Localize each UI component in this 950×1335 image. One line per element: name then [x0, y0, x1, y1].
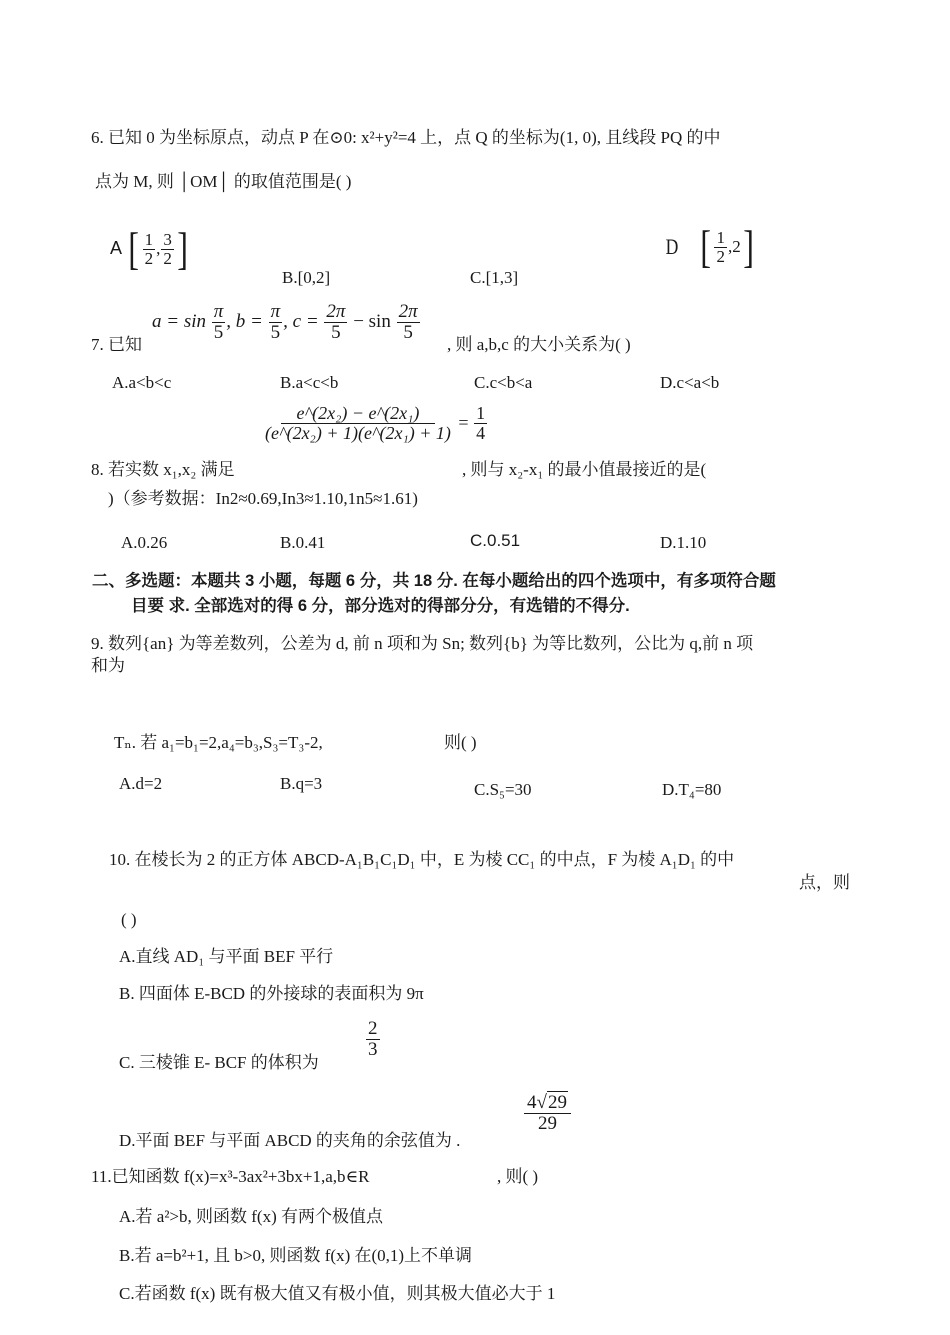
q11-line1: 11.已知函数 f(x)=x³-3ax²+3bx+1,a,b∈R	[91, 1167, 370, 1186]
q10-option-b: B. 四面体 E-BCD 的外接球的表面积为 9π	[119, 984, 424, 1003]
q7-option-a: A.a<b<c	[112, 373, 172, 392]
q6-option-d-label: D	[665, 233, 679, 259]
q8-option-a: A.0.26	[121, 533, 168, 552]
q10-option-c: C. 三棱锥 E- BCF 的体积为	[119, 1053, 319, 1072]
section-2-heading: 二、多选题：本题共 3 小题，每题 6 分，共 18 分. 在每小题给出的四个选项中，有多项符合题	[92, 572, 776, 590]
q11-line1-end: , 则( )	[497, 1167, 539, 1186]
q6-line2: 点为 M, 则 │OM│ 的取值范围是( )	[95, 172, 352, 191]
q8-option-d: D.1.10	[660, 533, 707, 552]
q9-option-c: C.S₅=30	[474, 780, 532, 799]
q7-formula: a = sin $\frac{\pi}{5}$ , b = $\frac{\pi}{5}$ , c = $\frac{2\pi}{5}$ − sin $\frac{2\pi}{5}$	[152, 301, 418, 343]
q8-suffix: , 则与 x₂-x₁ 的最小值最接近的是(	[462, 460, 707, 479]
q6-option-c: C.[1,3]	[470, 268, 519, 287]
q10-line1: 10. 在棱长为 2 的正方体 ABCD-A₁B₁C₁D₁ 中，E 为棱 CC₁ 的中点，F 为棱 A₁D₁ 的中	[109, 850, 735, 869]
q7-option-d: D.c<a<b	[660, 373, 720, 392]
q10-option-d: D.平面 BEF 与平面 ABCD 的夹角的余弦值为 .	[119, 1131, 461, 1150]
q10-option-a: A.直线 AD₁ 与平面 BEF 平行	[119, 947, 334, 966]
q11-option-c: C.若函数 f(x) 既有极大值又有极小值，则其极大值必大于 1	[119, 1284, 556, 1303]
q8-formula: $\frac{\text{e\textasciicircum{}(2x₂) − e\textasciicircum{}(2x₁)}}{\text{(e\textasciicircum{}(2x₂) + 1)(e\textasciicircum{}(2x₁) + 1)}}$ = $\frac{1}{4}$	[265, 403, 486, 443]
q6-line1: 6. 已知 0 为坐标原点，动点 P 在⊙0: x²+y²=4 上，点 Q 的坐标为(1, 0), 且线段 PQ 的中	[91, 128, 721, 147]
q6-option-b: B.[0,2]	[282, 268, 331, 287]
q8-prefix: 8. 若实数 x₁,x₂ 满足	[91, 460, 235, 479]
q11-option-a: A.若 a²>b, 则函数 f(x) 有两个极值点	[119, 1207, 383, 1226]
q7-suffix: , 则 a,b,c 的大小关系为( )	[447, 335, 631, 354]
q9-option-d: D.T₄=80	[662, 780, 722, 799]
q7-prefix: 7. 已知	[91, 335, 142, 354]
q10-line1-end: 点，则	[799, 873, 850, 892]
q6-option-d: D [ $\frac{1}{2}$ ,2]	[665, 221, 754, 272]
q6-option-a-label: A	[110, 238, 123, 259]
q9-line3-answer: 则( )	[444, 733, 477, 752]
q9-line1: 9. 数列{an} 为等差数列，公差为 d, 前 n 项和为 Sn; 数列{b} 为等比数列，公比为 q,前 n 项	[91, 634, 754, 653]
q7-option-c: C.c<b<a	[474, 373, 533, 392]
q9-option-b: B.q=3	[280, 774, 323, 793]
q11-option-b: B.若 a=b²+1, 且 b>0, 则函数 f(x) 在(0,1)上不单调	[119, 1246, 473, 1265]
q10-option-d-frac: $\frac{4√29}{29}$	[523, 1093, 572, 1134]
q6-option-a: A [ $\frac{1}{2}$ , $\frac{3}{2}$ ]	[110, 223, 188, 274]
q9-line2: 和为	[91, 656, 125, 675]
section-2-heading-line2: 目要 求. 全部选对的得 6 分，部分选对的得部分分，有选错的不得分.	[131, 597, 630, 615]
q9-line3: Tₙ. 若 a₁=b₁=2,a₄=b₃,S₃=T₃-2,	[114, 733, 323, 752]
q7-option-b: B.a<c<b	[280, 373, 339, 392]
q10-option-c-frac: $\frac{2}{3}$	[368, 1018, 378, 1060]
q8-option-b: B.0.41	[280, 533, 326, 552]
q9-option-a: A.d=2	[119, 774, 163, 793]
q10-line2: ( )	[121, 910, 137, 929]
q8-line2: )（参考数据：In2≈0.69,In3≈1.10,1n5≈1.61)	[108, 489, 418, 508]
q8-option-c: C.0.51	[470, 531, 521, 550]
